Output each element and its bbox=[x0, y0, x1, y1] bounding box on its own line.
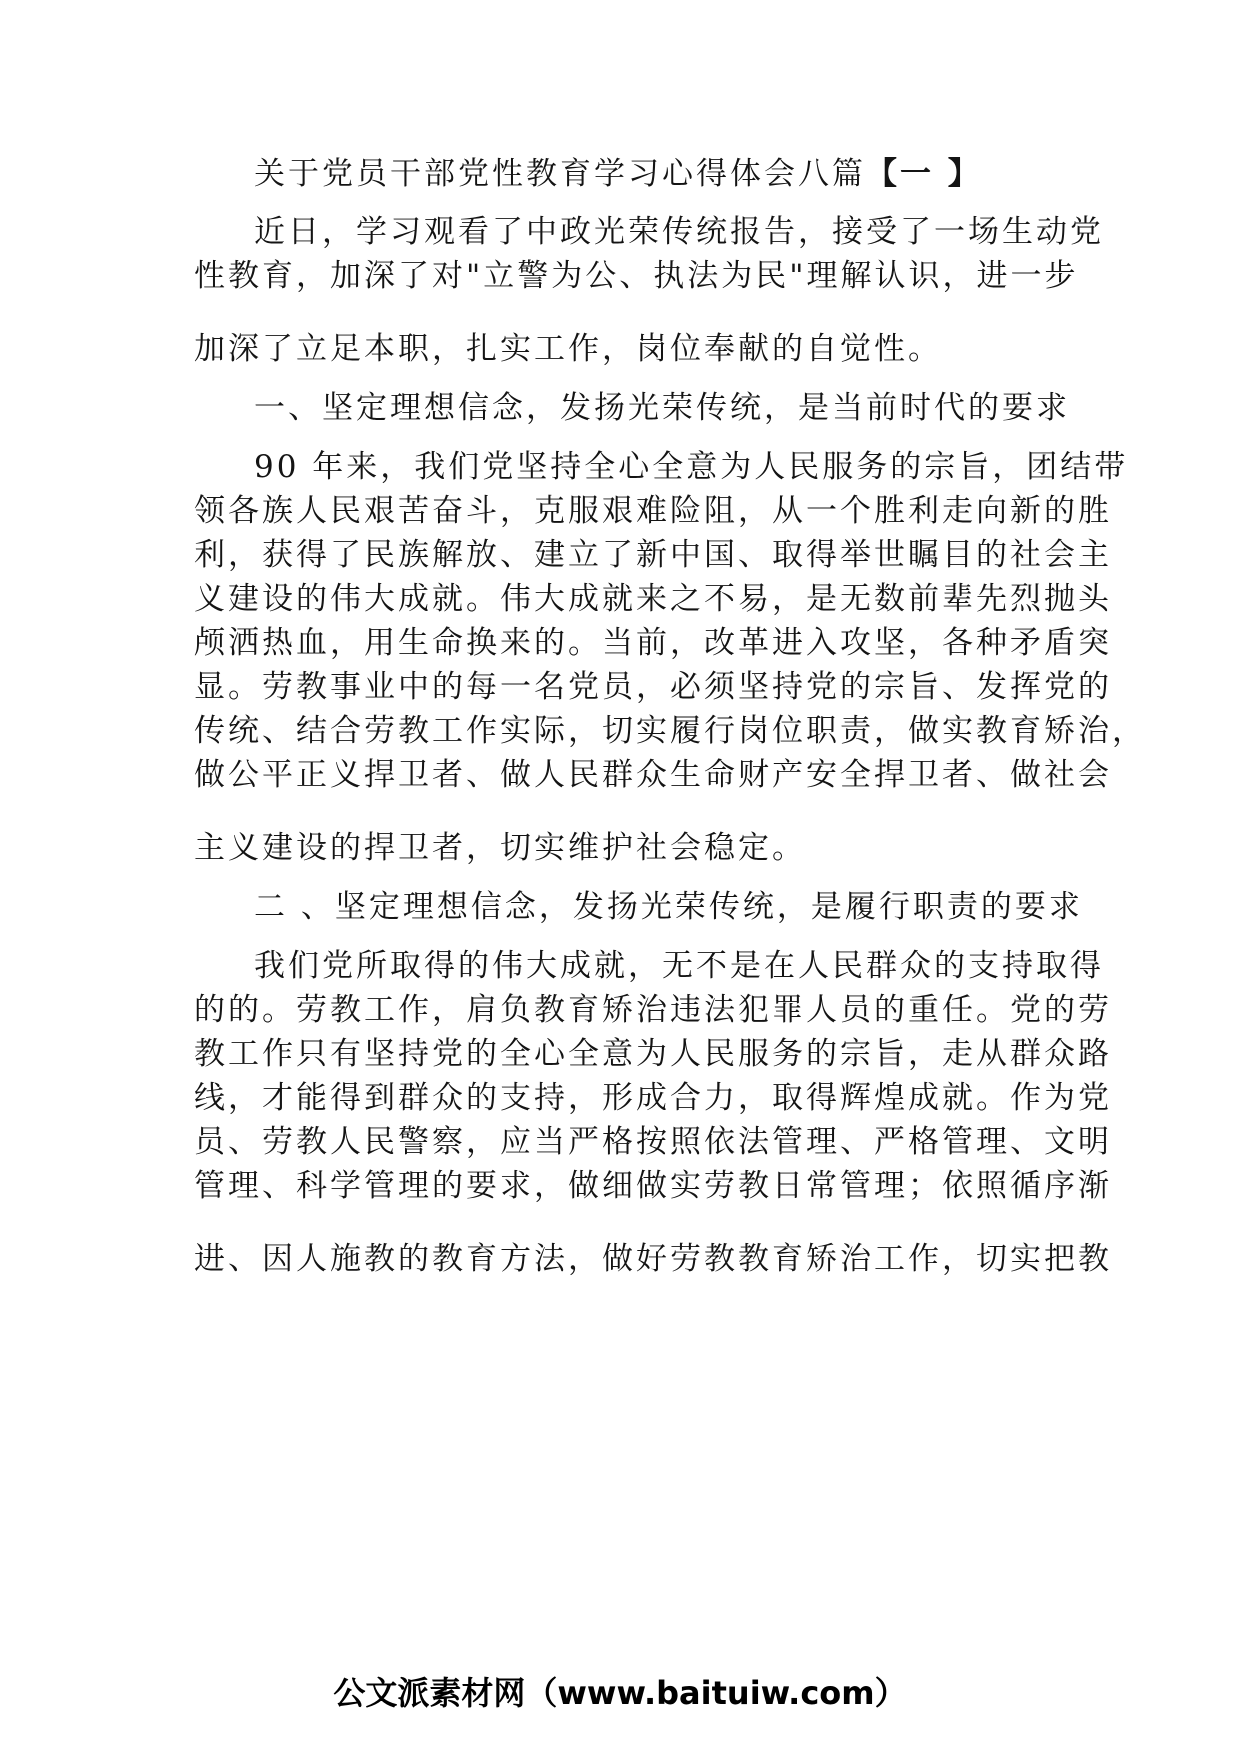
paragraph-2-line-5: 颅洒热血，用生命换来的。当前，改革进入攻坚，各种矛盾突 bbox=[194, 625, 1112, 661]
paragraph-2-line-6: 显。劳教事业中的每一名党员，必须坚持党的宗旨、发挥党的 bbox=[194, 669, 1112, 705]
section-heading-2: 二 、坚定理想信念，发扬光荣传统，是履行职责的要求 bbox=[254, 889, 1083, 925]
title-bracket: 【一 】 bbox=[866, 156, 982, 192]
paragraph-3-line-3: 教工作只有坚持党的全心全意为人民服务的宗旨，走从群众路 bbox=[194, 1036, 1112, 1072]
paragraph-2-line-2: 领各族人民艰苦奋斗，克服艰难险阻，从一个胜利走向新的胜 bbox=[194, 493, 1112, 529]
paragraph-2-line-4: 义建设的伟大成就。伟大成就来之不易，是无数前辈先烈抛头 bbox=[194, 581, 1112, 617]
paragraph-2-line-1: 90 年来，我们党坚持全心全意为人民服务的宗旨，团结带 bbox=[254, 449, 1129, 485]
paragraph-2-line-3: 利，获得了民族解放、建立了新中国、取得举世瞩目的社会主 bbox=[194, 537, 1112, 573]
document-title bbox=[194, 152, 1054, 196]
document-body bbox=[194, 152, 1146, 1281]
paragraph-3-line-7: 进、因人施教的教育方法，做好劳教教育矫治工作，切实把教 bbox=[194, 1241, 1112, 1277]
paragraph-2-line-9: 主义建设的捍卫者，切实维护社会稳定。 bbox=[194, 830, 806, 866]
section-heading-1: 一、坚定理想信念，发扬光荣传统，是当前时代的要求 bbox=[254, 390, 1070, 426]
paragraph-1-line-3: 加深了立足本职，扎实工作，岗位奉献的自觉性。 bbox=[194, 331, 942, 367]
title-text: 关于党员干部党性教育学习心得体会八篇 bbox=[254, 156, 866, 192]
footer-watermark: 公文派素材网（www.baituiw.com） bbox=[333, 1674, 907, 1712]
paragraph-3-line-6: 管理、科学管理的要求，做细做实劳教日常管理；依照循序渐 bbox=[194, 1168, 1112, 1204]
paragraph-3-line-4: 线，才能得到群众的支持，形成合力，取得辉煌成就。作为党 bbox=[194, 1080, 1112, 1116]
paragraph-1-line-2: 性教育，加深了对"立警为公、执法为民"理解认识，进一步 bbox=[194, 258, 1079, 294]
paragraph-1-line-1: 近日，学习观看了中政光荣传统报告，接受了一场生动党 bbox=[254, 214, 1104, 250]
paragraph-2-line-7: 传统、结合劳教工作实际，切实履行岗位职责，做实教育矫治， bbox=[194, 713, 1146, 749]
paragraph-2-line-8: 做公平正义捍卫者、做人民群众生命财产安全捍卫者、做社会 bbox=[194, 757, 1112, 793]
paragraph-3-line-5: 员、劳教人民警察，应当严格按照依法管理、严格管理、文明 bbox=[194, 1124, 1112, 1160]
paragraph-3-line-1: 我们党所取得的伟大成就，无不是在人民群众的支持取得 bbox=[254, 948, 1104, 984]
paragraph-3-line-2: 的的。劳教工作，肩负教育矫治违法犯罪人员的重任。党的劳 bbox=[194, 992, 1112, 1028]
